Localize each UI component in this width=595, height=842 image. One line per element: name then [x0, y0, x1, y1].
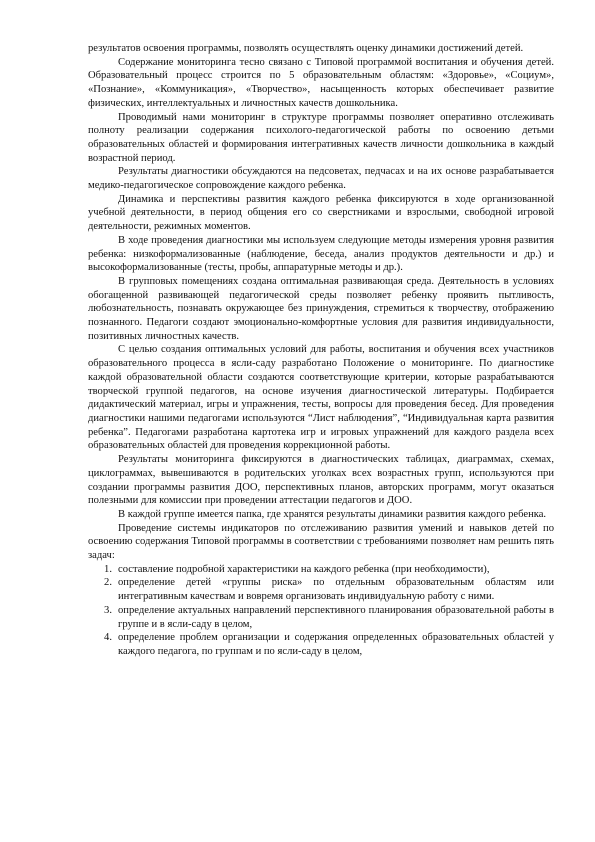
list-item-number: 2.	[104, 577, 112, 589]
list-item-number: 4.	[104, 632, 112, 644]
list-item	[88, 631, 554, 658]
paragraph-5: Динамика и перспективы развития каждого ребенка фиксируются в ходе организованной учебной деятельности, в период общения его со сверстниками и взрослыми, свободной игровой деятельности, режимных моментов.	[88, 193, 554, 233]
list-item-text: определение детей «группы риска» по отдельным образовательным областям или интегративным качествам и вовремя организовать индивидуальную работу с ними.	[118, 577, 554, 603]
paragraph-3: Проводимый нами мониторинг в структуре программы позволяет оперативно отслеживать полноту реализации содержания психолого-педагогической работы по освоению детьми образовательных областей и формирования интегративных качеств личности дошкольника в каждый возрастной период.	[88, 111, 554, 164]
paragraph-2: Содержание мониторинга тесно связано с Типовой программой воспитания и обучения детей. Образовательный процесс строится по 5 образовательным областям: «Здоровье», «Социум», «Познание», «Коммуникация», «Творчество», насыщенность которых обеспечивает развитие физических, интеллектуальных и личностных качеств дошкольника.	[88, 56, 554, 109]
paragraph-4: Результаты диагностики обсуждаются на педсоветах, педчасах и на их основе разрабатывается медико-педагогическое сопровождение каждого ребенка.	[88, 166, 554, 192]
paragraph-6: В ходе проведения диагностики мы используем следующие методы измерения уровня развития ребенка: низкоформализованные (наблюдение, беседа, анализ продуктов деятельности и др.) и высокоформализованные (тесты, пробы, аппаратурные методы и др.).	[88, 234, 554, 274]
list-item-text: определение актуальных направлений перспективного планирования образовательной работы в группе и в ясли-саду в целом,	[118, 604, 554, 630]
list-item-text: определение проблем организации и содержания определенных образовательных областей у каждого педагога, по группам и по ясли-саду в целом,	[118, 632, 554, 657]
list-item	[88, 604, 554, 631]
paragraph-1: результатов освоения программы, позволять осуществлять оценку динамики достижений детей.	[88, 43, 524, 54]
list-item-number: 3.	[104, 604, 112, 616]
list-item	[88, 563, 554, 577]
paragraph-10: В каждой группе имеется папка, где хранятся результаты динамики развития каждого ребенка.	[118, 508, 547, 520]
list-item-text: составление подробной характеристики на каждого ребенка (при необходимости),	[118, 563, 490, 575]
paragraph-8: С целью создания оптимальных условий для работы, воспитания и обучения всех участников образовательного процесса в ясли-саду разработано Положение о мониторинге. По диагностике каждой образовательной области создаются соответствующие критерии, которые разрабатываются творческой группой педагогов, на основе изучения диагностической литературы. Подбирается дидактический материал, игры и упражнения, тесты, вопросы для проведения бесед. Для проведения диагностики нашими педагогами используются “Лист наблюдения”, “Индивидуальная карта развития ребенка”. Педагогами разработана картотека игр и игровых упражнений для каждого раздела всех образовательных областей для проведения коррекционной работы.	[88, 344, 554, 452]
task-list	[88, 563, 554, 659]
list-item-number: 1.	[104, 563, 112, 575]
list-item	[88, 576, 554, 603]
document-page	[88, 42, 554, 659]
paragraph-11: Проведение системы индикаторов по отслеживанию развития умений и навыков детей по освоению содержания Типовой программы в соответствии с требованиями позволяет нам решить пять задач:	[88, 522, 554, 562]
paragraph-9: Результаты мониторинга фиксируются в диагностических таблицах, диаграммах, схемах, циклограммах, вывешиваются в родительских уголках всех возрастных групп, используются при создании программы развития ДОО, перспективных планов, авторских программ, могут оказаться полезными для комиссии при проведении аттестации педагогов и ДОО.	[88, 454, 554, 507]
paragraph-7: В групповых помещениях создана оптимальная развивающая среда. Деятельность в условиях обогащенной развивающей педагогической среды позволяет ребенку проявить пытливость, любознательность, познавать окружающее без принуждения, стремиться к творчеству, отображению познанного. Педагоги создают эмоционально-комфортные условия для развития индивидуальности, позитивных личностных качеств.	[88, 275, 554, 342]
